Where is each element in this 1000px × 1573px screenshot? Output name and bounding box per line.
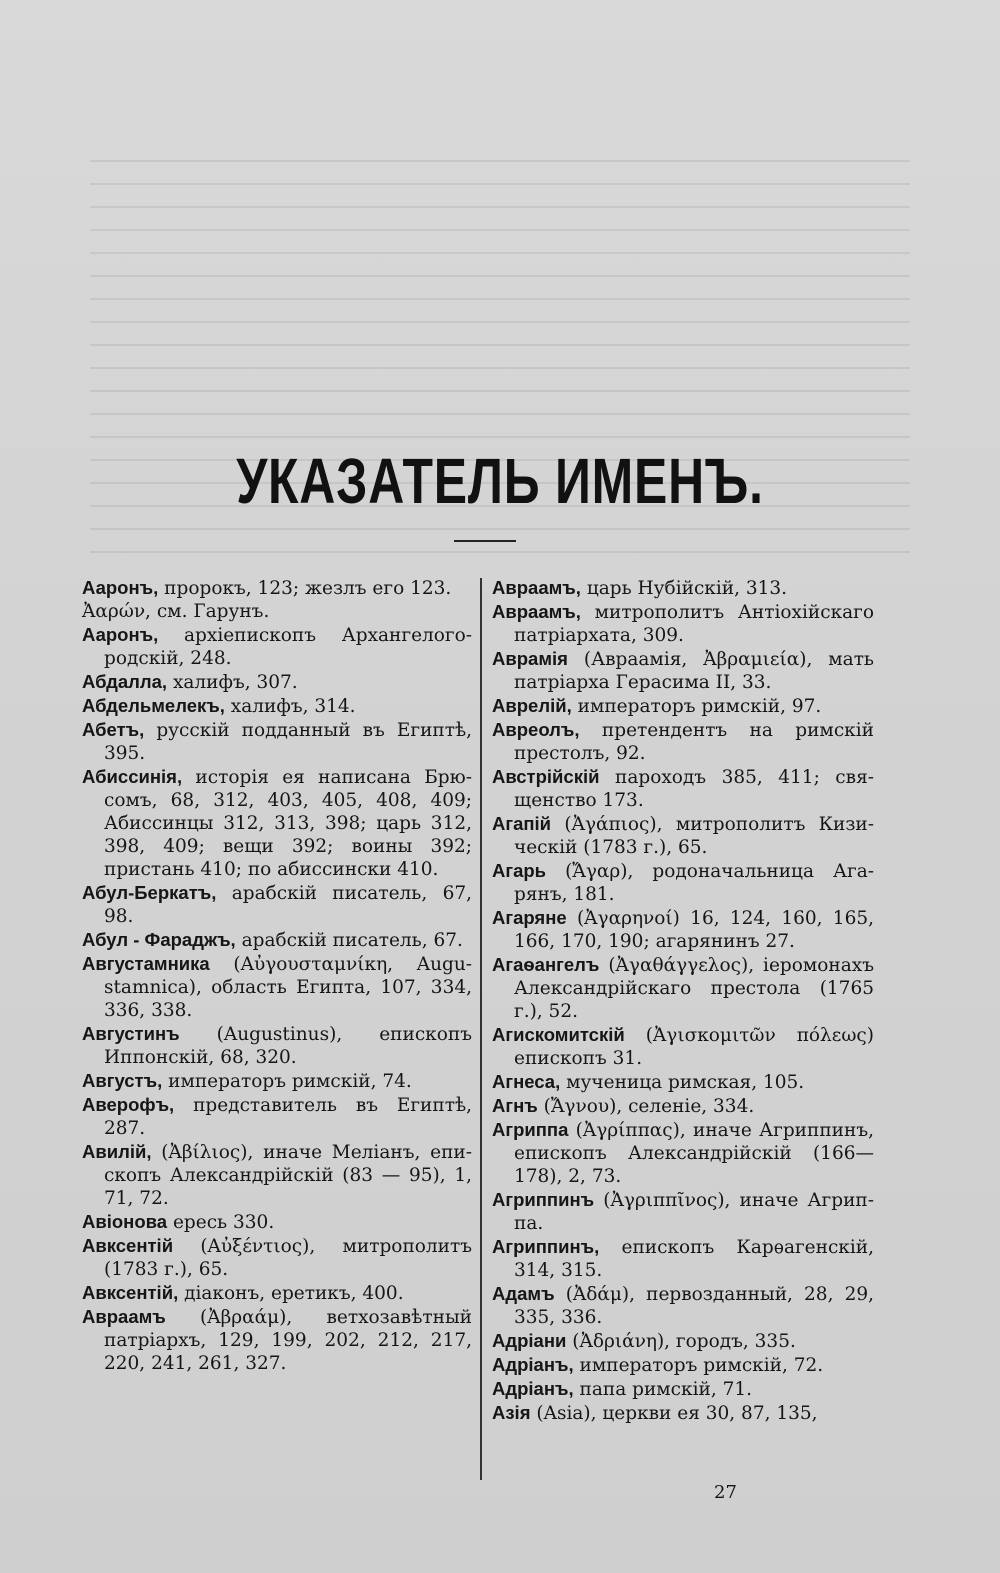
entry-headword: Азія [492,1402,531,1423]
index-entry [82,600,472,623]
entry-headword: Абетъ, [82,719,145,740]
entry-text: (Αὐγουσταμνίκη, Augu-stamnica), область Египта, 107, 334, 336, 338. [104,954,472,1021]
entry-text: русскій подданный въ Египтѣ, 395. [104,720,472,764]
index-entry [82,881,472,928]
index-entry [492,1282,874,1329]
index-entry [492,718,874,765]
entry-text: митрополитъ Антіохійскаго патріархата, 309. [514,602,874,646]
entry-text: царь Нубійскій, 313. [580,578,788,599]
index-entry [492,1329,874,1353]
entry-text: (Ἀδάμ), первозданный, 28, 29, 335, 336. [514,1284,874,1328]
index-entry [492,1377,874,1401]
entry-headword: Августамника [82,953,210,974]
index-column-left [82,576,472,1375]
index-entry [82,1281,472,1305]
index-entry [492,647,874,694]
entry-text: архіепископъ Архангелого-родскій, 248. [104,625,472,669]
entry-headword: Аверофъ, [82,1094,175,1115]
entry-headword: Авилій, [82,1141,152,1162]
index-entry [82,1093,472,1140]
entry-headword: Агарь [492,860,547,881]
index-entry [82,1069,472,1093]
entry-text: императоръ римскій, 72. [573,1355,824,1376]
entry-text: пророкъ, 123; жезлъ его 123. [158,578,452,599]
index-entry [82,718,472,765]
entry-headword: Адамъ [492,1283,555,1304]
entry-text: (Ἀβραάμ), ветхозавѣтный патріархъ, 129, 199, 202, 212, 217, 220, 241, 261, 327. [104,1307,472,1374]
index-entry [492,600,874,647]
entry-headword: Агаряне [492,907,567,928]
index-entry [492,1094,874,1118]
entry-headword: Агаѳангелъ [492,954,600,975]
index-entry [82,670,472,694]
entry-text: арабскій писатель, 67, 98. [104,883,472,927]
index-entry [82,765,472,881]
entry-headword: Авреолъ, [492,719,580,740]
entry-headword: Августинъ [82,1023,180,1044]
entry-text: (Ἄγαρ), родоначальница Ага-рянъ, 181. [514,861,874,905]
entry-text: претендентъ на римскій престолъ, 92. [514,720,874,764]
entry-headword: Абиссинія, [82,766,183,787]
entry-headword: Абул-Беркатъ, [82,882,217,903]
entry-text: (Ἀγρίππας), иначе Агриппинъ, епископъ Александрійскій (166— 178), 2, 73. [514,1120,874,1187]
entry-text: (Ἀγάπιος), митрополитъ Кизи-ческій (1783 г.), 65. [514,814,874,858]
index-entry [492,953,874,1023]
entry-headword: Адріанъ, [492,1378,574,1399]
column-divider [480,578,482,1480]
entry-headword: Агриппинъ [492,1189,595,1210]
index-entry [492,1070,874,1094]
entry-headword: Агриппинъ, [492,1236,600,1257]
entry-text: мученица римская, 105. [560,1072,805,1093]
entry-headword: Августъ, [82,1070,163,1091]
entry-text: исторія ея написана Брю-сомъ, 68, 312, 403, 405, 408, 409; Абиссинцы 312, 313, 398; царь 312, 398, 409; вещи 392; воины 392; пристань 410; по абиссински 410. [104,767,472,880]
entry-text: (Ἀγριππῖνος), иначе Агрип-па. [514,1190,874,1234]
entry-headword: Агапій [492,813,552,834]
entry-headword: Аврелій, [492,695,572,716]
index-entry [82,576,472,600]
index-entry [82,1140,472,1210]
index-entry [492,906,874,953]
entry-text: діаконъ, еретикъ, 400. [178,1283,404,1304]
entry-text: пароходъ 385, 411; свя-щенство 173. [514,767,874,811]
page-title: УКАЗАТЕЛЬ ИМЕНЪ. [236,445,764,517]
entry-headword: Агискомитскій [492,1024,625,1045]
entry-text: (Ἀβίλιος), иначе Меліанъ, епи-скопъ Александрійскій (83 — 95), 1, 71, 72. [104,1142,472,1209]
entry-headword: Авксентій [82,1235,174,1256]
entry-headword: Абул - Фараджъ, [82,929,236,950]
index-entry [492,1235,874,1282]
entry-headword: Агриппа [492,1119,569,1140]
entry-text: (Asia), церкви ея 30, 87, 135, [530,1403,818,1424]
index-entry [492,1188,874,1235]
entry-text: императоръ римскій, 74. [162,1071,412,1092]
index-entry [492,812,874,859]
index-entry [492,1401,874,1425]
index-entry [492,1023,874,1070]
index-entry [492,576,874,600]
entry-text: (Augustinus), епископъ Иппонскій, 68, 320. [104,1024,472,1068]
entry-headword: Авраамъ [82,1306,166,1327]
entry-text: (Авраамія, Ἀβραμιεία), мать патріарха Герасима II, 33. [514,649,874,693]
index-entry [82,1022,472,1069]
entry-headword: Абдалла, [82,671,168,692]
entry-headword: Авіонова [82,1211,168,1232]
index-entry [82,694,472,718]
index-entry [82,1210,472,1234]
index-entry [492,1353,874,1377]
entry-text: Ἀαρών, см. Гарунъ. [82,601,270,622]
entry-text: (Ἀγαθάγγελος), іеромонахъ Александрійскаго престола (1765 г.), 52. [514,955,874,1022]
index-entry [492,859,874,906]
index-entry [82,1305,472,1375]
entry-headword: Австрійскій [492,766,600,787]
entry-text: папа римскій, 71. [573,1379,753,1400]
index-entry [82,928,472,952]
page-number: 27 [714,1482,737,1503]
entry-headword: Адріанъ, [492,1354,574,1375]
entry-headword: Агнеса, [492,1071,561,1092]
index-entry [82,623,472,670]
index-entry [82,1234,472,1281]
index-entry [492,765,874,812]
entry-headword: Адріани [492,1330,567,1351]
entry-headword: Авраамъ, [492,601,581,622]
entry-text: представитель въ Египтѣ, 287. [104,1095,472,1139]
entry-text: ересь 330. [167,1212,275,1233]
index-entry [82,952,472,1022]
entry-text: (Ἀδριάνη), городъ, 335. [566,1331,796,1352]
entry-text: арабскій писатель, 67. [235,930,463,951]
entry-text: (Αὐξέντιος), митрополитъ (1783 г.), 65. [104,1236,472,1280]
entry-headword: Авксентій, [82,1282,179,1303]
entry-headword: Агнъ [492,1095,538,1116]
index-entry [492,694,874,718]
entry-text: епископъ Карѳагенскій, 314, 315. [514,1237,874,1281]
index-entry [492,1118,874,1188]
entry-text: (Ἀγισκομιτῶν πόλεως) епископъ 31. [514,1025,874,1069]
entry-headword: Аврамія [492,648,568,669]
entry-text: халифъ, 314. [224,696,356,717]
entry-text: (Ἀγαρηνοί) 16, 124, 160, 165, 166, 170, 190; агарянинъ 27. [514,908,874,952]
entry-headword: Авраамъ, [492,577,581,598]
index-column-right [492,576,874,1425]
title-rule [454,540,516,542]
entry-headword: Ааронъ, [82,577,159,598]
entry-headword: Абдельмелекъ, [82,695,225,716]
entry-text: халифъ, 307. [167,672,298,693]
entry-headword: Ааронъ, [82,624,159,645]
entry-text: императоръ римскій, 97. [571,696,822,717]
entry-text: (Ἄγνου), селеніе, 334. [537,1096,755,1117]
